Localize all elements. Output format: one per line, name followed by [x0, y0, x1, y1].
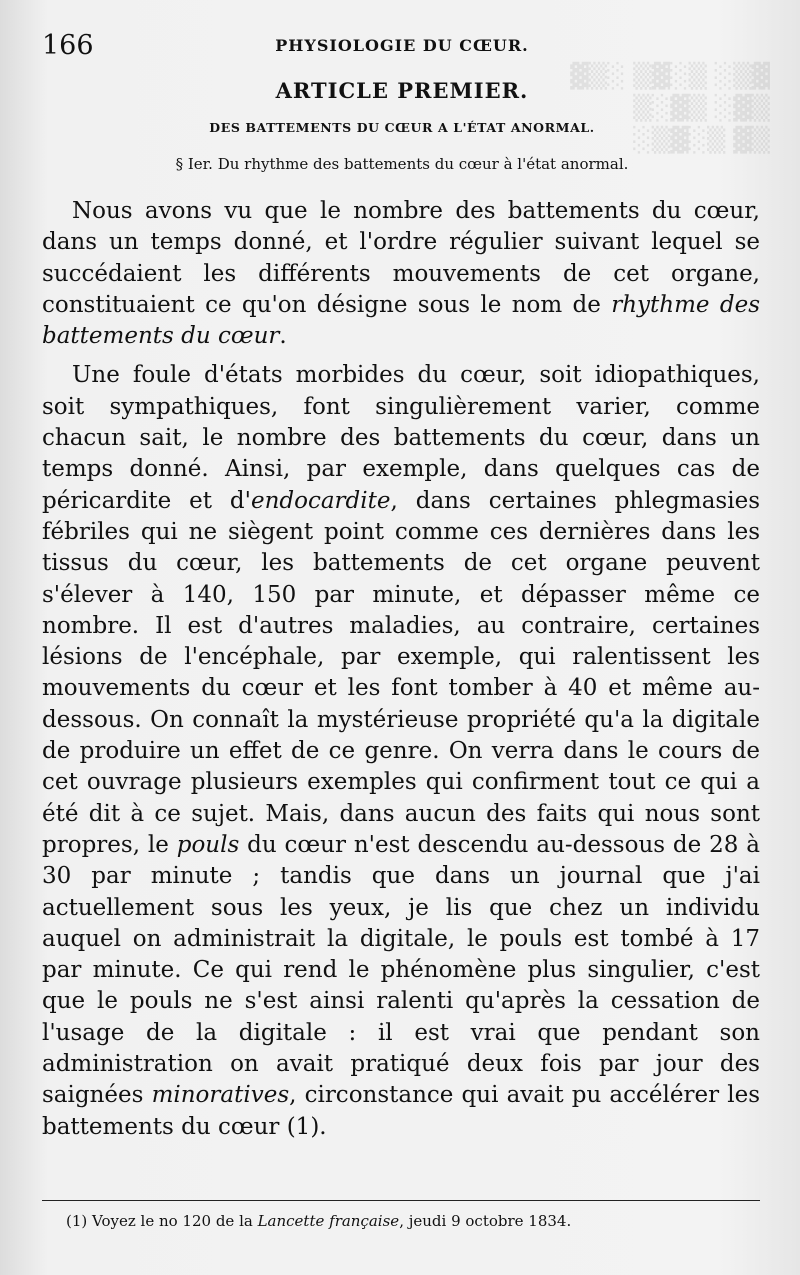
paragraph-1	[42, 196, 760, 352]
paragraph-2	[42, 360, 760, 1142]
paragraph-2-seg4: , circonstance qui avait pu accélérer les battements du cœur (1).	[42, 1082, 760, 1140]
bleed-through-text: ▓▒░ ▒▓░▒ ░▒▓ ▒░▓▒ ░▓▒ ░▒▓░▒ ▓▒	[570, 62, 770, 154]
footnote-italic: Lancette française	[257, 1212, 400, 1230]
footnote	[66, 1212, 766, 1230]
paragraph-1-italic: rhythme des battements du cœur	[42, 291, 760, 350]
paragraph-1-end: .	[279, 323, 287, 350]
footnote-rule	[42, 1200, 760, 1201]
page-header	[42, 30, 762, 64]
body-text	[42, 196, 760, 1143]
paragraph-2-seg3: du cœur n'est descendu au-dessous de 28 à 30 par minute ; tandis que dans un journal que j'ai actuellement sous les yeux, je lis que chez un individu auquel on administrait la digitale, le pouls est tombé à 17 par minute. Ce qui rend le phénomène plus singulier, c'est que le pouls ne s'est ainsi ralenti qu'après la cessation de l'usage de la digitale : il est vrai que pendant son administration on avait pratiqué deux fois par jour des saignées	[42, 831, 760, 1109]
paragraph-2-seg1: Une foule d'états morbides du cœur, soit idiopathiques, soit sympathiques, font singulièrement varier, comme chacun sait, le nombre des battements du cœur, dans un temps donné. Ainsi, par exemple, dans quelques cas de péricardite et d'	[42, 362, 760, 514]
page-number: 166	[42, 30, 94, 61]
footnote-seg2: , jeudi 9 octobre 1834.	[399, 1212, 572, 1230]
article-subheading: DES BATTEMENTS DU CŒUR A L'ÉTAT ANORMAL.	[209, 120, 595, 135]
footnote-seg1: (1) Voyez le no 120 de la	[66, 1212, 258, 1230]
paragraph-2-italic-minoratives: minoratives	[151, 1082, 290, 1109]
paragraph-2-seg2: , dans certaines phlegmasies fébriles qui ne siègent point comme ces dernières dans les tissus du cœur, les battements de cet organe peuvent s'élever à 140, 150 par minute, et dépasser même ce nombre. Il est d'autres maladies, au contraire, certaines lésions de l'encéphale, par exemple, qui ralentissent les mouvements du cœur et les font tomber à 40 et même au-dessous. On connaît la mystérieuse propriété qu'a la digitale de produire un effet de ce genre. On verra dans le cours de cet ouvrage plusieurs exemples qui confirment tout ce qui a été dit à ce sujet. Mais, dans aucun des faits qui nous sont propres, le	[42, 487, 760, 858]
paragraph-2-italic-pouls: pouls	[176, 831, 240, 858]
running-head: PHYSIOLOGIE DU CŒUR.	[275, 36, 529, 55]
article-title: ARTICLE PREMIER.	[275, 78, 529, 103]
section-heading: § Ier. Du rhythme des battements du cœur à l'état anormal.	[175, 155, 629, 173]
paragraph-2-italic-endocardite: endocardite	[250, 487, 391, 514]
paragraph-1-text: Nous avons vu que le nombre des battements du cœur, dans un temps donné, et l'ordre régulier suivant lequel se succédaient les différents mouvements de cet organe, constituaient ce qu'on désigne sous le nom de	[42, 198, 760, 318]
